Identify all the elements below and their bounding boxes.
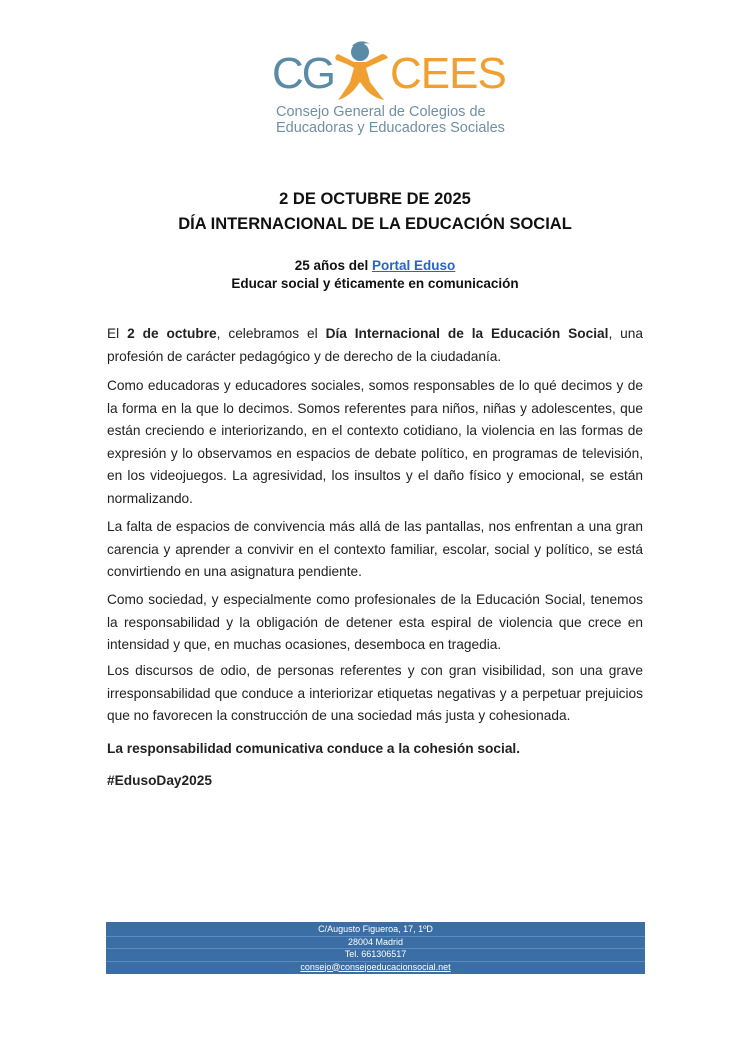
footer-email-link[interactable]: consejo@consejoeducacionsocial.net [300, 961, 451, 972]
footer-city: 28004 Madrid [106, 937, 645, 950]
p1-text-c: , celebramos el [216, 326, 326, 341]
heading-date: 2 DE OCTUBRE DE 2025 [279, 190, 471, 208]
logo-cees-text: CEES [390, 49, 506, 98]
subheading-line2: Educar social y éticamente en comunicación [231, 276, 519, 291]
p1-bold-day: Día Internacional de la Educación Social [325, 326, 609, 341]
paragraph-4: Como sociedad, y especialmente como profesionales de la Educación Social, tenemos la responsabilidad y la obligación de detener esta espiral de violencia que crece en intensidad y que, en muchas ocasiones, desemboca en tragedia. [107, 592, 643, 652]
footer-address: C/Augusto Figueroa, 17, 1ºD [106, 924, 645, 937]
p1-text-e: , una profesión de carácter pedagógico y de derecho de la ciudadanía. [107, 326, 643, 364]
footer-contact [106, 922, 645, 974]
hashtag: #EdusoDay2025 [107, 773, 212, 788]
cgcees-logo [268, 38, 506, 138]
p1-text-a: El [107, 326, 128, 341]
heading-title: DÍA INTERNACIONAL DE LA EDUCACIÓN SOCIAL [178, 215, 572, 233]
footer-email-row [106, 962, 645, 974]
subheading-line1 [0, 258, 750, 273]
paragraph-6-bold: La responsabilidad comunicativa conduce a la cohesión social. [107, 741, 521, 756]
portal-eduso-link[interactable]: Portal Eduso [372, 258, 456, 273]
paragraph-1 [107, 323, 643, 368]
logo-cg-text: CG [272, 49, 334, 98]
logo-figure-icon [330, 38, 392, 104]
subheading-prefix: 25 años del [294, 258, 373, 273]
paragraph-3: La falta de espacios de convivencia más allá de las pantallas, nos enfrentan a una gran carencia y aprender a convivir en el contexto familiar, escolar, social y político, se está convirtiendo en una asignatura pendiente. [107, 519, 643, 579]
p1-bold-date: 2 de octubre [127, 326, 217, 341]
footer-phone: Tel. 661306517 [106, 949, 645, 962]
logo-subtitle-line1: Consejo General de Colegios de [276, 104, 486, 120]
logo-subtitle [276, 104, 505, 136]
logo-subtitle-line2: Educadoras y Educadores Sociales [276, 120, 505, 136]
paragraph-2: Como educadoras y educadores sociales, somos responsables de lo qué decimos y de la forma en la que lo decimos. Somos referentes para niños, niñas y adolescentes, que están creciendo e interiorizando, en el contexto cotidiano, la violencia en las formas de expresión y lo observamos en espacios de debate político, en programas de televisión, en los videojuegos. La agresividad, los insultos y el daño físico y emocional, se están normalizando. [107, 378, 643, 506]
paragraph-5: Los discursos de odio, de personas referentes y con gran visibilidad, son una grave irresponsabilidad que conduce a interiorizar etiquetas negativas y a perpetuar prejuicios que no favorecen la construcción de una sociedad más justa y cohesionada. [107, 663, 643, 723]
